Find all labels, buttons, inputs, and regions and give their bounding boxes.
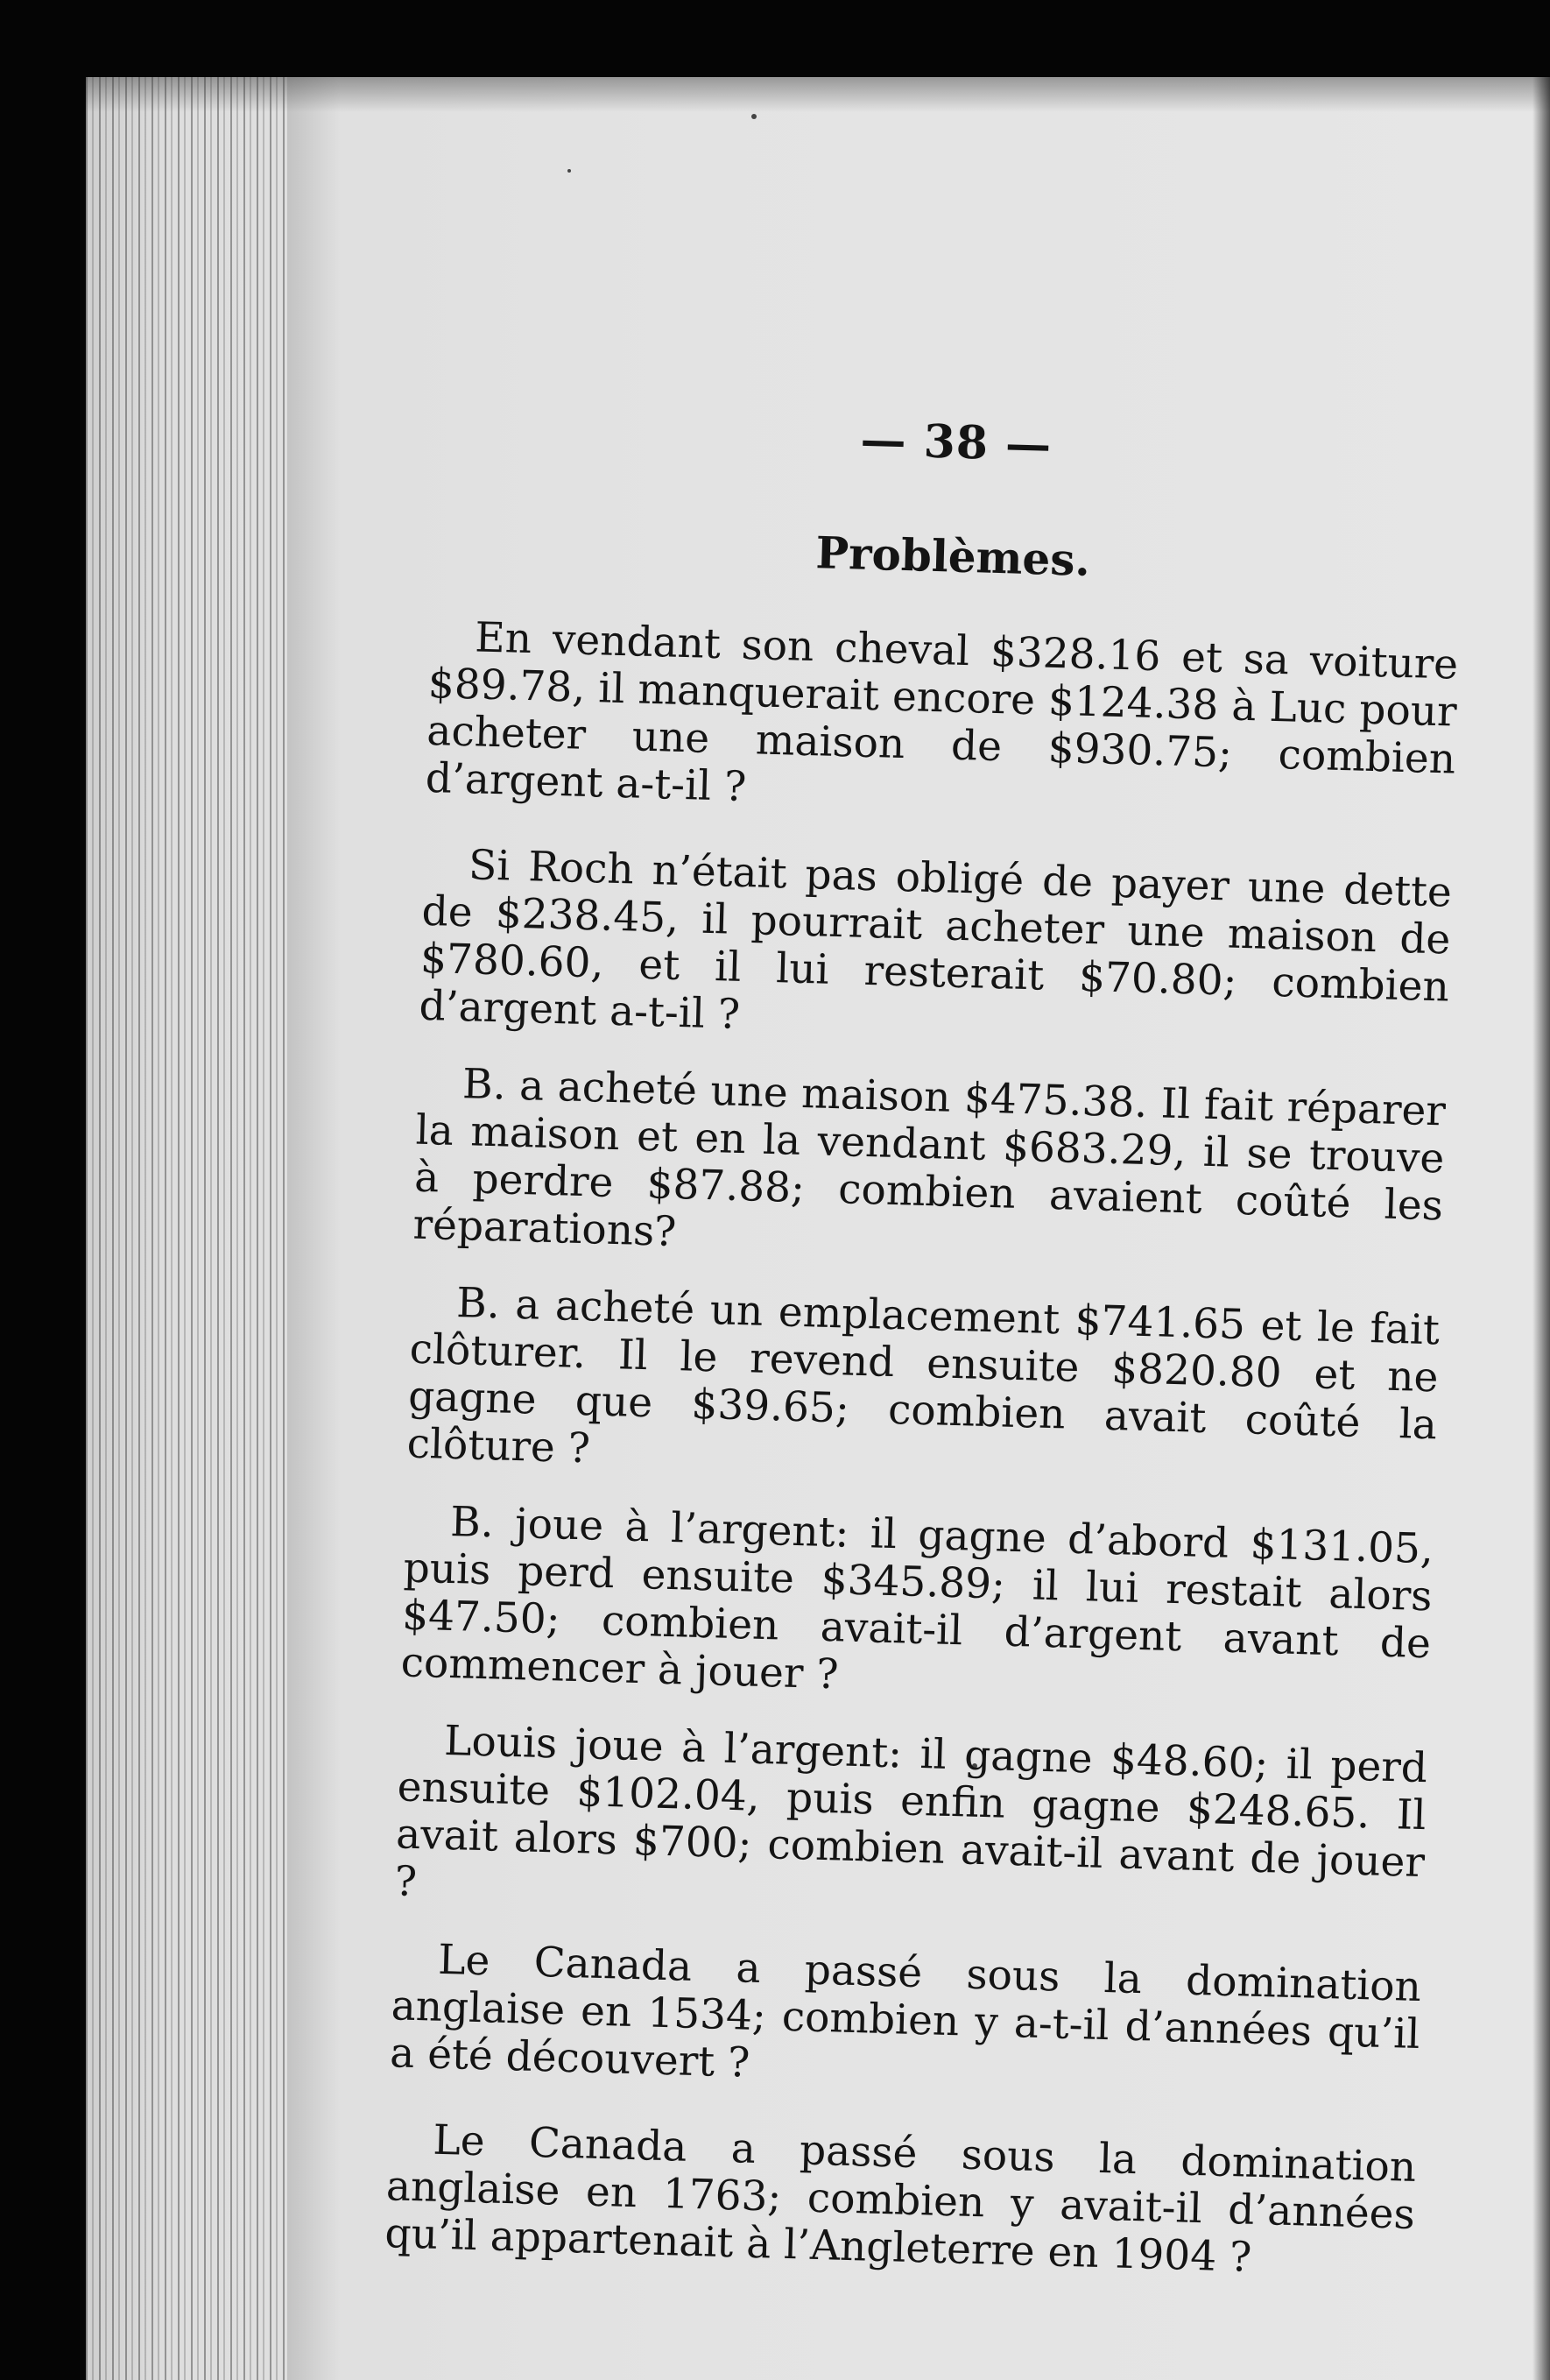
problem-paragraph: Le Canada a passé sous la domination anglaise en 1763; combien y avait-il d’années qu’il appartenait à l’Angleterre en 1904 ? bbox=[384, 2115, 1417, 2282]
text-block bbox=[384, 401, 1550, 2320]
ink-speck bbox=[751, 114, 757, 119]
book-page bbox=[86, 77, 1550, 2380]
problem-list bbox=[384, 613, 1550, 2290]
problem-paragraph: En vendant son cheval $328.16 et sa voiture $89.78, il manquerait encore $124.38 à Luc pour acheter une maison de $930.75; combien d’argent a-t-il ? bbox=[425, 613, 1459, 812]
problem-paragraph: B. joue à l’argent: il gagne d’abord $131.05, puis perd ensuite $345.89; il lui restait alors $47.50; combien avait-il d’argent avant de commencer à jouer ? bbox=[400, 1497, 1434, 1699]
problem-paragraph: B. a acheté une maison $475.38. Il fait réparer la maison et en la vendant $683.29, il se trouve à perdre $87.88; combien avaient coûté les réparations? bbox=[412, 1060, 1447, 1257]
page-edges bbox=[86, 77, 287, 2380]
top-shadow bbox=[86, 77, 1550, 112]
problem-paragraph: Louis joue à l’argent: il gagne $48.60; il perd ensuite $102.04, puis enfin gagne $248.65. Il avait alors $700; combien avait-il avant de jouer ? bbox=[394, 1716, 1428, 1907]
problem-paragraph: Le Canada a passé sous la domination anglaise en 1534; combien y a-t-il d’années qu’il a été découvert ? bbox=[389, 1935, 1422, 2087]
problem-paragraph: Si Roch n’était pas obligé de payer une dette de $238.45, il pourrait acheter une maison de $780.60, et il lui resterait $70.80; combien d’argent a-t-il ? bbox=[418, 841, 1453, 1039]
problem-paragraph: B. a acheté un emplacement $741.65 et le fait clôturer. Il le revend ensuite $820.80 et ne gagne que $39.65; combien avait coûté la clôture ? bbox=[405, 1279, 1441, 1473]
binding-shadow bbox=[287, 77, 340, 2380]
page-number: — 38 — bbox=[859, 413, 1053, 472]
ink-speck bbox=[567, 169, 571, 173]
section-title: Problèmes. bbox=[814, 526, 1091, 586]
